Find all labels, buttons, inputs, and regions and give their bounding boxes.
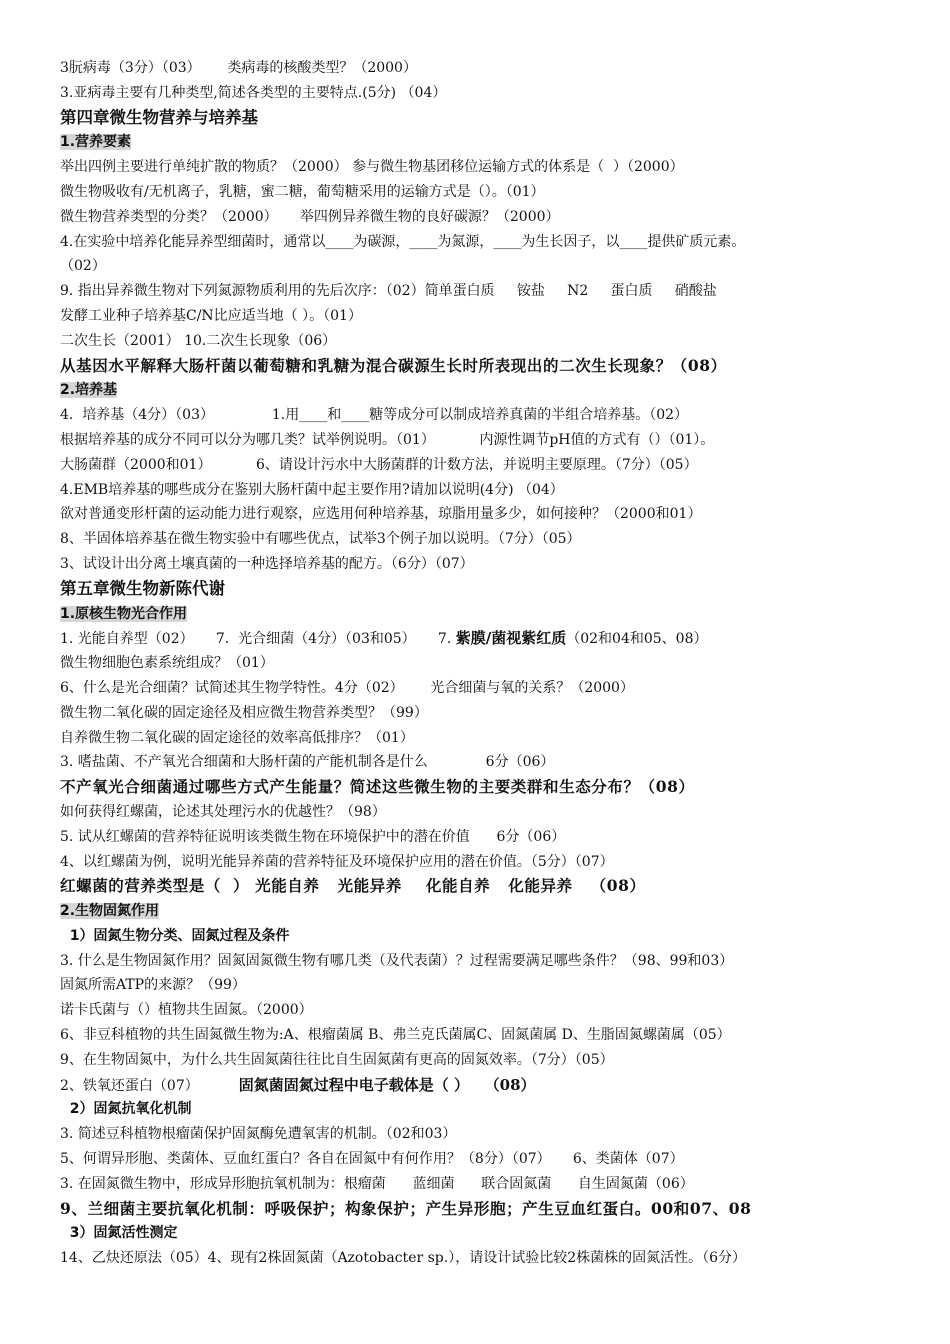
- section-heading-label: 2.生物固氮作用: [60, 903, 160, 920]
- subsection-heading: 2）固氮抗氧化机制: [60, 1101, 192, 1118]
- document-page: [60, 56, 895, 1271]
- text-line: 5、何谓异形胞、类菌体、豆血红蛋白？各自在固氮中有何作用？（8分）（07） 6、类菌体（07）: [60, 1151, 684, 1168]
- text-line: 9. 指出异养微生物对下列氮源物质利用的先后次序：（02）简单蛋白质 铵盐 N2 蛋白质 硝酸盐: [60, 283, 717, 300]
- text-line: 6、非豆科植物的共生固氮微生物为:A、根瘤菌属 B、弗兰克氏菌属C、固氮菌属 D、生脂固氮螺菌属（05）: [60, 1027, 731, 1044]
- section-heading-label: 1.原核生物光合作用: [60, 605, 188, 622]
- bold-question-inline: 固氮菌固氮过程中电子载体是（ ） （08）: [238, 1075, 536, 1094]
- text-line: 9、在生物固氮中，为什么共生固氮菌往往比自生固氮菌有更高的固氮效率。（7分）（05）: [60, 1051, 614, 1068]
- text-line: 如何获得红螺菌，论述其处理污水的优越性？（98）: [60, 803, 386, 820]
- bold-term: 紫膜/菌视紫红质: [455, 629, 567, 648]
- bold-question: 不产氧光合细菌通过哪些方式产生能量？简述这些微生物的主要类群和生态分布？（08）: [60, 777, 695, 797]
- text-line: （02）: [60, 258, 106, 275]
- text-line: [60, 1073, 895, 1098]
- bold-question: 从基因水平解释大肠杆菌以葡萄糖和乳糖为混合碳源生长时所表现出的二次生长现象？（08）: [60, 355, 727, 375]
- text-line: 3. 在固氮微生物中，形成异形胞抗氧机制为：根瘤菌 蓝细菌 联合固氮菌 自生固氮菌（06）: [60, 1175, 694, 1192]
- text-segment: 2、铁氧还蛋白（07）: [60, 1077, 239, 1094]
- section-heading: [60, 130, 895, 155]
- section-heading-label: 1.营养要素: [60, 134, 132, 151]
- text-segment: 1. 光能自养型（02） 7. 光合细菌（4分）（03和05） 7.: [60, 631, 456, 648]
- section-heading: [60, 899, 895, 924]
- text-line: 3.亚病毒主要有几种类型,简述各类型的主要特点.(5分) （04）: [60, 84, 447, 101]
- text-line: 6、什么是光合细菌？试简述其生物学特性。4分（02） 光合细菌与氧的关系？（2000）: [60, 679, 634, 696]
- text-line: 微生物营养类型的分类？（2000） 举四例异养微生物的良好碳源？（2000）: [60, 208, 560, 225]
- text-line: 自养微生物二氧化碳的固定途径的效率高低排序？（01）: [60, 729, 414, 746]
- text-line: 举出四例主要进行单纯扩散的物质？（2000） 参与微生物基团移位运输方式的体系是（ ）（2000）: [60, 159, 684, 176]
- text-line: 4.EMB培养基的哪些成分在鉴别大肠杆菌中起主要作用?请加以说明(4分) （04）: [60, 481, 564, 498]
- text-line: 二次生长（2001） 10.二次生长现象（06）: [60, 332, 337, 349]
- text-line: 诺卡氏菌与（）植物共生固氮。（2000）: [60, 1002, 313, 1019]
- text-line: 3. 简述豆科植物根瘤菌保护固氮酶免遭氧害的机制。（02和03）: [60, 1126, 457, 1143]
- text-line: 14、乙炔还原法（05）4、现有2株固氮菌（Azotobacter sp.），请设计试验比较2株菌株的固氮活性。（6分）: [60, 1250, 747, 1267]
- text-line: 3、试设计出分离土壤真菌的一种选择培养基的配方。（6分）（07）: [60, 555, 474, 572]
- chapter-heading: 第四章微生物营养与培养基: [60, 107, 258, 127]
- text-line: 根据培养基的成分不同可以分为哪几类？试举例说明。（01） 内源性调节pH值的方式有（）（01）。: [60, 431, 715, 448]
- section-heading-label: 2.培养基: [60, 382, 118, 399]
- text-line: 3. 嗜盐菌、不产氧光合细菌和大肠杆菌的产能机制各是什么 6分（06）: [60, 754, 555, 771]
- text-line: 发酵工业种子培养基C/N比应适当地（ ）。（01）: [60, 307, 362, 324]
- bold-question: 9、兰细菌主要抗氧化机制：呼吸保护；构象保护；产生异形胞；产生豆血红蛋白。00和07、08: [60, 1198, 752, 1218]
- text-line: 微生物二氧化碳的固定途径及相应微生物营养类型？（99）: [60, 704, 428, 721]
- text-line: 微生物细胞色素系统组成？（01）: [60, 655, 274, 672]
- text-line: 3朊病毒（3分）（03） 类病毒的核酸类型？（2000）: [60, 60, 417, 76]
- section-heading: [60, 602, 895, 627]
- section-heading: [60, 378, 895, 403]
- subsection-heading: 3）固氮活性测定: [60, 1225, 178, 1242]
- text-line: 欲对普通变形杆菌的运动能力进行观察，应选用何种培养基，琼脂用量多少，如何接种？（2000和01）: [60, 506, 702, 523]
- text-line: 5. 试从红螺菌的营养特征说明该类微生物在环境保护中的潜在价值 6分（06）: [60, 828, 566, 845]
- bold-question: 红螺菌的营养类型是（ ） 光能自养 光能异养 化能自养 化能异养 （08）: [60, 876, 646, 896]
- text-line: 3. 什么是生物固氮作用？固氮固氮微生物有哪几类（及代表菌）？过程需要满足哪些条件？（98、99和03）: [60, 952, 734, 969]
- text-line: 大肠菌群（2000和01） 6、请设计污水中大肠菌群的计数方法，并说明主要原理。（7分）（05）: [60, 456, 698, 473]
- text-line: 4、以红螺菌为例，说明光能异养菌的营养特征及环境保护应用的潜在价值。（5分）（07）: [60, 853, 614, 870]
- text-line: 微生物吸收有/无机离子，乳糖，蜜二糖，葡萄糖采用的运输方式是（）。（01）: [60, 183, 545, 200]
- text-line: 4. 培养基（4分）（03） 1.用____和____糖等成分可以制成培养真菌的半组合培养基。（02）: [60, 407, 689, 424]
- text-line: [60, 626, 895, 651]
- chapter-heading: 第五章微生物新陈代谢: [60, 578, 225, 598]
- text-segment: （02和04和05、08）: [566, 631, 708, 648]
- text-line: 8、半固体培养基在微生物实验中有哪些优点，试举3个例子加以说明。（7分）（05）: [60, 531, 581, 548]
- text-line: 4.在实验中培养化能异养型细菌时，通常以____为碳源，____为氮源，____为生长因子，以____提供矿质元素。: [60, 233, 746, 250]
- subsection-heading: 1）固氮生物分类、固氮过程及条件: [60, 927, 290, 944]
- text-line: 固氮所需ATP的来源？（99）: [60, 977, 246, 994]
